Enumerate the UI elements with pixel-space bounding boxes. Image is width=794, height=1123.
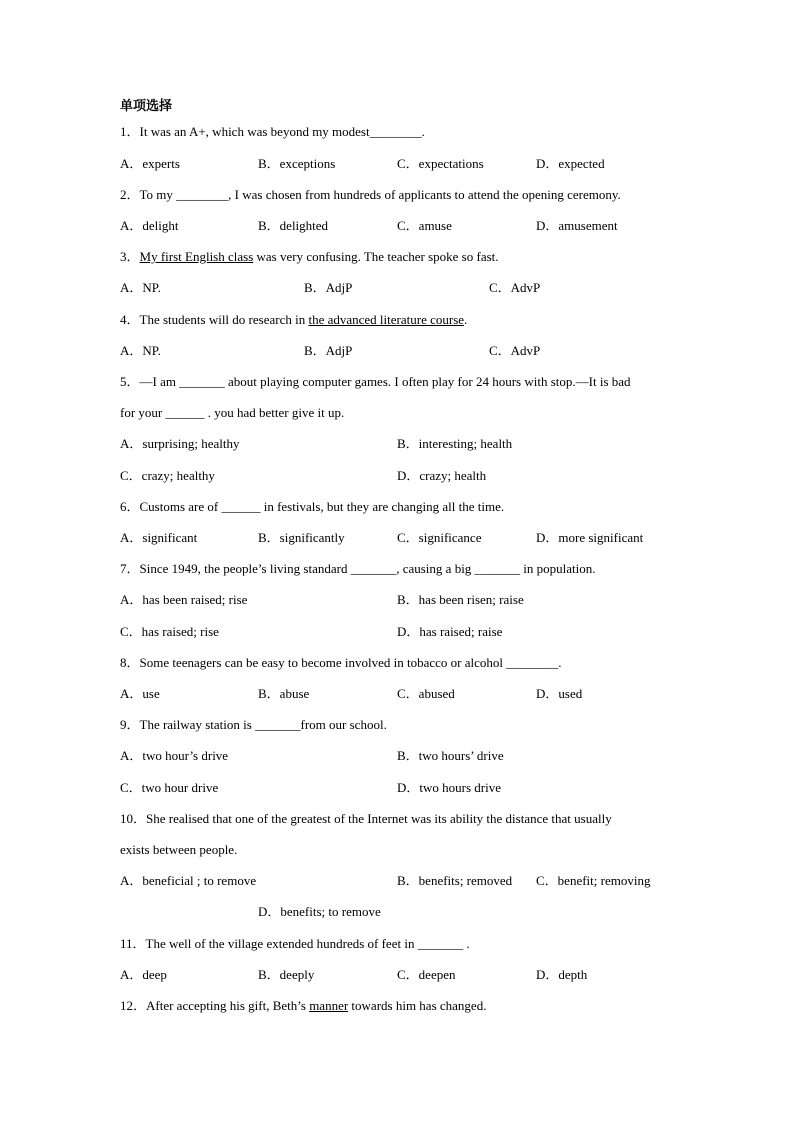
q11-option-c: C．deepen xyxy=(397,967,456,982)
q1-option-a: A．experts xyxy=(120,156,180,171)
q11-option-a: A．deep xyxy=(120,967,167,982)
q3-option-a: A．NP. xyxy=(120,280,161,295)
q6-option-c: C．significance xyxy=(397,530,482,545)
q9-option-b: B．two hours’ drive xyxy=(397,748,504,763)
question-10-line-1: 10．She realised that one of the greatest of the Internet was its ability the distance that usually xyxy=(120,811,612,826)
q3-option-c: C．AdvP xyxy=(489,280,541,295)
q8-option-b: B．abuse xyxy=(258,686,310,701)
question-6-stem: 6．Customs are of ______ in festivals, but they are changing all the time. xyxy=(120,499,505,514)
question-12-stem xyxy=(120,998,486,1014)
q5-option-a: A．surprising; healthy xyxy=(120,436,240,451)
q3-option-b: B．AdjP xyxy=(304,280,353,295)
question-8-stem: 8．Some teenagers can be easy to become involved in tobacco or alcohol ________. xyxy=(120,655,562,670)
q4-underlined-phrase: the advanced literature course xyxy=(308,312,465,327)
q11-option-d: D．depth xyxy=(536,967,588,982)
question-7-stem: 7．Since 1949, the people’s living standard _______, causing a big _______ in population. xyxy=(120,561,596,576)
q9-option-c: C．two hour drive xyxy=(120,780,219,795)
question-10-line-2: exists between people. xyxy=(120,842,238,857)
q12-post: towards him has changed. xyxy=(348,998,487,1013)
q12-pre: 12．After accepting his gift, Beth’s xyxy=(120,998,310,1013)
q6-option-b: B．significantly xyxy=(258,530,345,545)
q8-option-d: D．used xyxy=(536,686,583,701)
q3-rest: was very confusing. The teacher spoke so fast. xyxy=(253,249,499,264)
q7-option-b: B．has been risen; raise xyxy=(397,592,524,607)
q10-option-d: D．benefits; to remove xyxy=(258,904,381,919)
q1-option-d: D．expected xyxy=(536,156,605,171)
q8-option-a: A．use xyxy=(120,686,160,701)
q4-post: . xyxy=(464,312,468,327)
question-9-stem: 9．The railway station is _______from our school. xyxy=(120,717,387,732)
q5-option-b: B．interesting; health xyxy=(397,436,513,451)
q2-option-d: D．amusement xyxy=(536,218,618,233)
q4-option-b: B．AdjP xyxy=(304,343,353,358)
question-3-stem xyxy=(120,249,499,265)
q7-option-d: D．has raised; raise xyxy=(397,624,503,639)
q6-option-d: D．more significant xyxy=(536,530,644,545)
q7-option-c: C．has raised; rise xyxy=(120,624,219,639)
q10-option-a: A．beneficial ; to remove xyxy=(120,873,257,888)
q7-option-a: A．has been raised; rise xyxy=(120,592,248,607)
question-4-stem xyxy=(120,312,467,328)
q10-option-c: C．benefit; removing xyxy=(536,873,651,888)
q11-option-b: B．deeply xyxy=(258,967,315,982)
question-1-stem: 1．It was an A+, which was beyond my modest________. xyxy=(120,124,425,139)
q9-option-d: D．two hours drive xyxy=(397,780,501,795)
question-2-stem: 2．To my ________, I was chosen from hundreds of applicants to attend the opening ceremony. xyxy=(120,187,621,202)
q2-option-b: B．delighted xyxy=(258,218,329,233)
section-title: 单项选择 xyxy=(120,99,173,114)
q4-option-c: C．AdvP xyxy=(489,343,541,358)
q1-option-c: C．expectations xyxy=(397,156,484,171)
q3-number: 3． xyxy=(120,249,140,264)
q5-option-d: D．crazy; health xyxy=(397,468,487,483)
q3-underlined-phrase: My first English class xyxy=(139,249,254,264)
q9-option-a: A．two hour’s drive xyxy=(120,748,229,763)
q2-option-c: C．amuse xyxy=(397,218,452,233)
q1-option-b: B．exceptions xyxy=(258,156,336,171)
question-5-line-1: 5．—I am _______ about playing computer games. I often play for 24 hours with stop.—It is bad xyxy=(120,374,631,389)
q4-option-a: A．NP. xyxy=(120,343,161,358)
q6-option-a: A．significant xyxy=(120,530,198,545)
q2-option-a: A．delight xyxy=(120,218,179,233)
question-5-line-2: for your ______ . you had better give it up. xyxy=(120,405,345,420)
q5-option-c: C．crazy; healthy xyxy=(120,468,215,483)
q4-pre: 4．The students will do research in xyxy=(120,312,309,327)
question-11-stem: 11．The well of the village extended hundreds of feet in _______ . xyxy=(120,936,470,951)
q12-underlined-word: manner xyxy=(309,998,349,1013)
q10-option-b: B．benefits; removed xyxy=(397,873,513,888)
q8-option-c: C．abused xyxy=(397,686,455,701)
